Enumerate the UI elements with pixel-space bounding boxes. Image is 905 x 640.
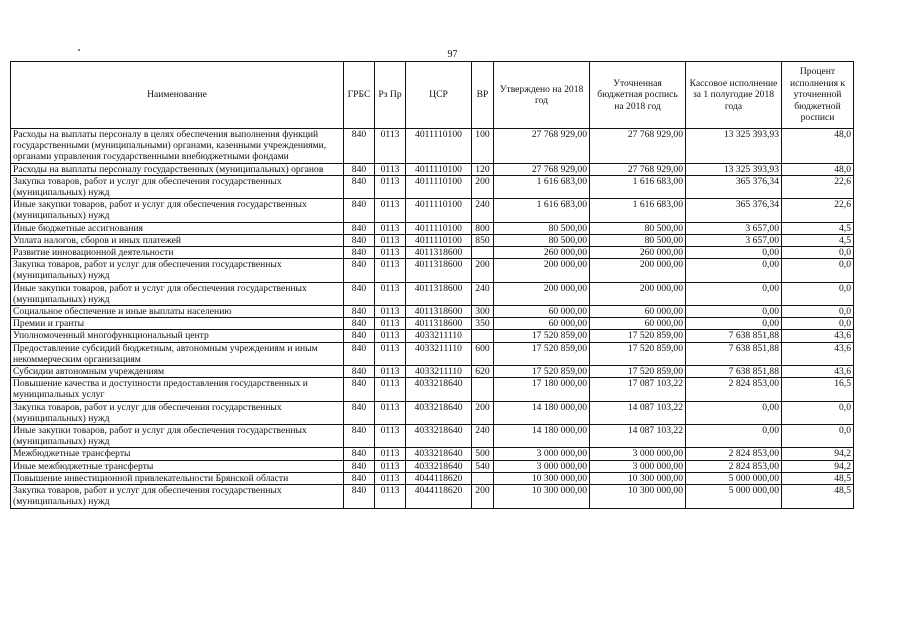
cell-vr: 200 xyxy=(472,485,494,508)
cell-name: Субсидии автономным учреждениям xyxy=(11,366,344,378)
cell-name: Закупка товаров, работ и услуг для обеспечения государственных (муниципальных) нужд xyxy=(11,175,344,198)
cell-percent: 94,2 xyxy=(782,460,854,472)
cell-approved: 14 180 000,00 xyxy=(494,401,590,424)
cell-name: Закупка товаров, работ и услуг для обеспечения государственных (муниципальных) нужд xyxy=(11,259,344,282)
table-row xyxy=(11,318,854,330)
cell-grbs: 840 xyxy=(344,247,375,259)
cell-approved: 80 500,00 xyxy=(494,222,590,234)
cell-refined: 3 000 000,00 xyxy=(590,448,686,460)
cell-percent: 22,6 xyxy=(782,199,854,222)
cell-approved: 60 000,00 xyxy=(494,306,590,318)
cell-csr: 4033218640 xyxy=(406,448,472,460)
cell-percent: 48,5 xyxy=(782,485,854,508)
cell-vr xyxy=(472,247,494,259)
cell-cash: 365 376,34 xyxy=(686,199,782,222)
cell-csr: 4033218640 xyxy=(406,425,472,448)
cell-rzpr: 0113 xyxy=(375,401,406,424)
cell-name: Уполномоченный многофункциональный центр xyxy=(11,330,344,342)
cell-csr: 4011318600 xyxy=(406,259,472,282)
cell-cash: 13 325 393,93 xyxy=(686,129,782,164)
cell-grbs: 840 xyxy=(344,342,375,365)
cell-name: Закупка товаров, работ и услуг для обеспечения государственных (муниципальных) нужд xyxy=(11,485,344,508)
cell-approved: 80 500,00 xyxy=(494,234,590,246)
cell-cash: 7 638 851,88 xyxy=(686,366,782,378)
cell-csr: 4011110100 xyxy=(406,175,472,198)
cell-percent: 4,5 xyxy=(782,222,854,234)
cell-approved: 260 000,00 xyxy=(494,247,590,259)
cell-name: Иные закупки товаров, работ и услуг для обеспечения государственных (муниципальных) нужд xyxy=(11,282,344,305)
header-rzpr: Рз Пр xyxy=(375,62,406,129)
table-row xyxy=(11,306,854,318)
cell-name: Развитие инновационной деятельности xyxy=(11,247,344,259)
cell-rzpr: 0113 xyxy=(375,330,406,342)
cell-percent: 43,6 xyxy=(782,366,854,378)
cell-approved: 200 000,00 xyxy=(494,282,590,305)
cell-vr xyxy=(472,472,494,484)
cell-cash: 2 824 853,00 xyxy=(686,460,782,472)
cell-rzpr: 0113 xyxy=(375,378,406,401)
header-csr: ЦСР xyxy=(406,62,472,129)
cell-cash: 5 000 000,00 xyxy=(686,472,782,484)
table-row xyxy=(11,234,854,246)
cell-refined: 1 616 683,00 xyxy=(590,199,686,222)
cell-percent: 4,5 xyxy=(782,234,854,246)
cell-grbs: 840 xyxy=(344,222,375,234)
cell-grbs: 840 xyxy=(344,330,375,342)
header-row xyxy=(11,62,854,129)
cell-csr: 4033218640 xyxy=(406,401,472,424)
cell-vr: 300 xyxy=(472,306,494,318)
header-vr: ВР xyxy=(472,62,494,129)
cell-rzpr: 0113 xyxy=(375,485,406,508)
cell-cash: 0,00 xyxy=(686,401,782,424)
cell-name: Расходы на выплаты персоналу государственных (муниципальных) органов xyxy=(11,163,344,175)
cell-csr: 4044118620 xyxy=(406,485,472,508)
cell-approved: 10 300 000,00 xyxy=(494,472,590,484)
table-row xyxy=(11,222,854,234)
cell-name: Повышение качества и доступности предоставления государственных и муниципальных услуг xyxy=(11,378,344,401)
cell-csr: 4011110100 xyxy=(406,234,472,246)
cell-grbs: 840 xyxy=(344,366,375,378)
cell-refined: 17 520 859,00 xyxy=(590,342,686,365)
cell-approved: 17 520 859,00 xyxy=(494,330,590,342)
cell-approved: 14 180 000,00 xyxy=(494,425,590,448)
cell-cash: 7 638 851,88 xyxy=(686,330,782,342)
cell-vr: 200 xyxy=(472,259,494,282)
cell-grbs: 840 xyxy=(344,448,375,460)
cell-percent: 0,0 xyxy=(782,425,854,448)
cell-percent: 48,0 xyxy=(782,129,854,164)
cell-refined: 10 300 000,00 xyxy=(590,472,686,484)
cell-vr: 800 xyxy=(472,222,494,234)
cell-grbs: 840 xyxy=(344,282,375,305)
cell-rzpr: 0113 xyxy=(375,282,406,305)
cell-csr: 4011318600 xyxy=(406,306,472,318)
cell-grbs: 840 xyxy=(344,163,375,175)
cell-name: Премии и гранты xyxy=(11,318,344,330)
cell-name: Социальное обеспечение и иные выплаты населению xyxy=(11,306,344,318)
cell-percent: 0,0 xyxy=(782,306,854,318)
cell-name: Иные закупки товаров, работ и услуг для обеспечения государственных (муниципальных) нужд xyxy=(11,425,344,448)
cell-rzpr: 0113 xyxy=(375,222,406,234)
cell-vr xyxy=(472,330,494,342)
cell-grbs: 840 xyxy=(344,259,375,282)
cell-percent: 43,6 xyxy=(782,342,854,365)
cell-rzpr: 0113 xyxy=(375,448,406,460)
cell-percent: 0,0 xyxy=(782,247,854,259)
cell-refined: 1 616 683,00 xyxy=(590,175,686,198)
cell-refined: 80 500,00 xyxy=(590,234,686,246)
cell-csr: 4011110100 xyxy=(406,199,472,222)
table-row xyxy=(11,129,854,164)
cell-name: Расходы на выплаты персоналу в целях обеспечения выполнения функций государственными (муниципальными) органами, казенными учреждениями, органами управления государственными внебюджетными фондами xyxy=(11,129,344,164)
cell-refined: 14 087 103,22 xyxy=(590,401,686,424)
cell-cash: 13 325 393,93 xyxy=(686,163,782,175)
cell-vr: 350 xyxy=(472,318,494,330)
cell-percent: 16,5 xyxy=(782,378,854,401)
cell-rzpr: 0113 xyxy=(375,306,406,318)
cell-name: Повышение инвестиционной привлекательности Брянской области xyxy=(11,472,344,484)
cell-name: Иные бюджетные ассигнования xyxy=(11,222,344,234)
cell-percent: 48,5 xyxy=(782,472,854,484)
cell-grbs: 840 xyxy=(344,129,375,164)
cell-percent: 22,6 xyxy=(782,175,854,198)
cell-cash: 365 376,34 xyxy=(686,175,782,198)
cell-refined: 200 000,00 xyxy=(590,259,686,282)
cell-approved: 17 520 859,00 xyxy=(494,342,590,365)
cell-approved: 27 768 929,00 xyxy=(494,129,590,164)
cell-approved: 1 616 683,00 xyxy=(494,175,590,198)
table-row xyxy=(11,330,854,342)
cell-cash: 0,00 xyxy=(686,259,782,282)
cell-name: Иные межбюджетные трансферты xyxy=(11,460,344,472)
cell-rzpr: 0113 xyxy=(375,425,406,448)
header-percent: Процент исполнения к уточненной бюджетной росписи xyxy=(782,62,854,129)
table-row xyxy=(11,460,854,472)
table-row xyxy=(11,163,854,175)
cell-rzpr: 0113 xyxy=(375,342,406,365)
cell-rzpr: 0113 xyxy=(375,259,406,282)
cell-percent: 0,0 xyxy=(782,318,854,330)
table-row xyxy=(11,401,854,424)
cell-approved: 60 000,00 xyxy=(494,318,590,330)
cell-vr: 120 xyxy=(472,163,494,175)
cell-refined: 27 768 929,00 xyxy=(590,129,686,164)
cell-vr: 600 xyxy=(472,342,494,365)
table-row xyxy=(11,342,854,365)
cell-cash: 3 657,00 xyxy=(686,234,782,246)
budget-table xyxy=(10,61,854,509)
header-grbs: ГРБС xyxy=(344,62,375,129)
cell-name: Иные закупки товаров, работ и услуг для обеспечения государственных (муниципальных) нужд xyxy=(11,199,344,222)
cell-vr: 850 xyxy=(472,234,494,246)
cell-refined: 3 000 000,00 xyxy=(590,460,686,472)
cell-refined: 17 520 859,00 xyxy=(590,330,686,342)
cell-name: Уплата налогов, сборов и иных платежей xyxy=(11,234,344,246)
cell-csr: 4033218640 xyxy=(406,460,472,472)
cell-rzpr: 0113 xyxy=(375,318,406,330)
header-name: Наименование xyxy=(11,62,344,129)
cell-vr: 620 xyxy=(472,366,494,378)
cell-refined: 17 520 859,00 xyxy=(590,366,686,378)
cell-refined: 260 000,00 xyxy=(590,247,686,259)
header-refined: Уточненная бюджетная роспись на 2018 год xyxy=(590,62,686,129)
cell-grbs: 840 xyxy=(344,378,375,401)
cell-cash: 0,00 xyxy=(686,247,782,259)
cell-csr: 4044118620 xyxy=(406,472,472,484)
cell-vr: 240 xyxy=(472,425,494,448)
cell-grbs: 840 xyxy=(344,472,375,484)
cell-percent: 48,0 xyxy=(782,163,854,175)
table-row xyxy=(11,282,854,305)
header-approved: Утверждено на 2018 год xyxy=(494,62,590,129)
cell-csr: 4011110100 xyxy=(406,129,472,164)
cell-refined: 200 000,00 xyxy=(590,282,686,305)
cell-refined: 10 300 000,00 xyxy=(590,485,686,508)
cell-csr: 4011110100 xyxy=(406,222,472,234)
cell-grbs: 840 xyxy=(344,306,375,318)
cell-percent: 0,0 xyxy=(782,401,854,424)
cell-csr: 4033218640 xyxy=(406,378,472,401)
cell-grbs: 840 xyxy=(344,460,375,472)
cell-grbs: 840 xyxy=(344,401,375,424)
cell-refined: 27 768 929,00 xyxy=(590,163,686,175)
cell-vr: 540 xyxy=(472,460,494,472)
cell-vr: 500 xyxy=(472,448,494,460)
cell-vr xyxy=(472,378,494,401)
cell-cash: 0,00 xyxy=(686,318,782,330)
cell-rzpr: 0113 xyxy=(375,129,406,164)
cell-csr: 4011318600 xyxy=(406,282,472,305)
cell-cash: 5 000 000,00 xyxy=(686,485,782,508)
cell-approved: 17 180 000,00 xyxy=(494,378,590,401)
cell-rzpr: 0113 xyxy=(375,163,406,175)
cell-grbs: 840 xyxy=(344,175,375,198)
table-row xyxy=(11,175,854,198)
cell-percent: 0,0 xyxy=(782,282,854,305)
cell-vr: 240 xyxy=(472,282,494,305)
cell-csr: 4011110100 xyxy=(406,163,472,175)
cell-percent: 94,2 xyxy=(782,448,854,460)
cell-approved: 3 000 000,00 xyxy=(494,460,590,472)
table-row xyxy=(11,247,854,259)
table-row xyxy=(11,472,854,484)
table-row xyxy=(11,366,854,378)
cell-csr: 4033211110 xyxy=(406,330,472,342)
cell-name: Предоставление субсидий бюджетным, автономным учреждениям и иным некоммерческим организациям xyxy=(11,342,344,365)
cell-refined: 80 500,00 xyxy=(590,222,686,234)
table-row xyxy=(11,378,854,401)
cell-rzpr: 0113 xyxy=(375,199,406,222)
cell-cash: 0,00 xyxy=(686,425,782,448)
cell-refined: 60 000,00 xyxy=(590,306,686,318)
table-row xyxy=(11,259,854,282)
cell-vr: 200 xyxy=(472,175,494,198)
cell-cash: 2 824 853,00 xyxy=(686,378,782,401)
cell-cash: 3 657,00 xyxy=(686,222,782,234)
cell-rzpr: 0113 xyxy=(375,234,406,246)
cell-csr: 4011318600 xyxy=(406,318,472,330)
cell-csr: 4011318600 xyxy=(406,247,472,259)
cell-refined: 14 087 103,22 xyxy=(590,425,686,448)
cell-rzpr: 0113 xyxy=(375,366,406,378)
cell-rzpr: 0113 xyxy=(375,472,406,484)
cell-refined: 17 087 103,22 xyxy=(590,378,686,401)
table-row xyxy=(11,199,854,222)
cell-grbs: 840 xyxy=(344,485,375,508)
cell-vr: 100 xyxy=(472,129,494,164)
cell-approved: 200 000,00 xyxy=(494,259,590,282)
cell-csr: 4033211110 xyxy=(406,366,472,378)
cell-vr: 200 xyxy=(472,401,494,424)
cell-approved: 17 520 859,00 xyxy=(494,366,590,378)
cell-cash: 0,00 xyxy=(686,306,782,318)
cell-cash: 2 824 853,00 xyxy=(686,448,782,460)
cell-csr: 4033211110 xyxy=(406,342,472,365)
cell-grbs: 840 xyxy=(344,199,375,222)
table-row xyxy=(11,425,854,448)
cell-approved: 3 000 000,00 xyxy=(494,448,590,460)
cell-rzpr: 0113 xyxy=(375,460,406,472)
cell-grbs: 840 xyxy=(344,234,375,246)
cell-grbs: 840 xyxy=(344,425,375,448)
cell-cash: 7 638 851,88 xyxy=(686,342,782,365)
cell-approved: 27 768 929,00 xyxy=(494,163,590,175)
table-row xyxy=(11,448,854,460)
cell-approved: 1 616 683,00 xyxy=(494,199,590,222)
cell-refined: 60 000,00 xyxy=(590,318,686,330)
cell-approved: 10 300 000,00 xyxy=(494,485,590,508)
table-row xyxy=(11,485,854,508)
cell-percent: 0,0 xyxy=(782,259,854,282)
page-number: 97 xyxy=(447,49,458,60)
cell-rzpr: 0113 xyxy=(375,175,406,198)
cell-name: Межбюджетные трансферты xyxy=(11,448,344,460)
cell-cash: 0,00 xyxy=(686,282,782,305)
cell-rzpr: 0113 xyxy=(375,247,406,259)
header-cash: Кассовое исполнение за 1 полугодие 2018 года xyxy=(686,62,782,129)
cell-vr: 240 xyxy=(472,199,494,222)
cell-percent: 43,6 xyxy=(782,330,854,342)
cell-grbs: 840 xyxy=(344,318,375,330)
cell-name: Закупка товаров, работ и услуг для обеспечения государственных (муниципальных) нужд xyxy=(11,401,344,424)
